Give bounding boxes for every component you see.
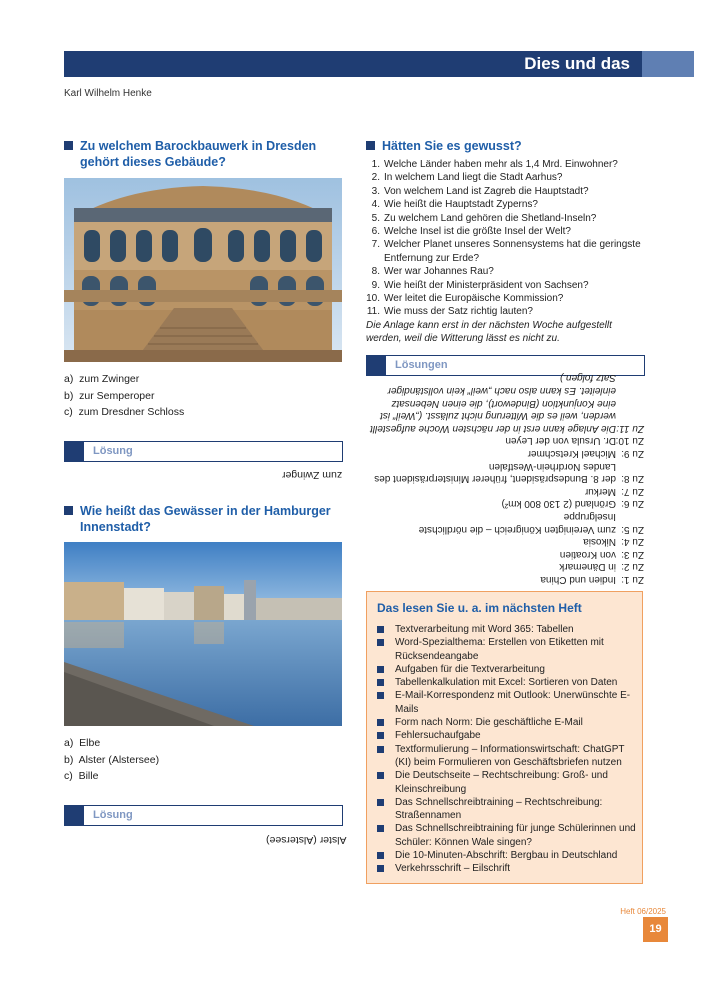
option-a: a) zum Zwinger [64,373,140,385]
list-item: Textverarbeitung mit Word 365: Tabellen [377,623,639,636]
list-item: Verkehrsschrift – Eilschrift [377,862,639,875]
list-item: 10. Wer leitet die Europäische Kommission? [366,293,564,305]
bullet-square-icon [377,719,384,726]
list-item: 9. Wie heißt der Ministerpräsident von Sachsen? [371,279,589,291]
list-item: Zu 8: der 8. Bundespräsident, früherer Ministerpräsident des Landes Nordrhein-Westfalen [374,460,644,485]
bullet-square-icon [64,141,73,150]
list-item: Zu 1: Indien und China [540,574,644,585]
list-item: 7. Welcher Planet unseres Sonnensystems hat die geringste Entfernung zur Erde? [371,239,641,264]
question1-heading: Zu welchem Barockbauwerk in Dresden gehört dieses Gebäude? [64,138,344,170]
page-title: Dies und das [524,54,630,73]
bullet-square-icon [366,141,375,150]
list-item: Zu 7: Merkur [584,485,644,497]
list-item: Zu 9: Michael Kretschmer [527,448,644,460]
solution-label: Lösung [93,809,133,821]
question2-heading: Wie heißt das Gewässer in der Hamburger Innenstadt? [64,503,346,535]
bullet-square-icon [377,679,384,686]
list-item: 2. In welchem Land liegt die Stadt Aarhus? [371,172,563,184]
list-item: Word-Spezialthema: Erstellen von Etiketten mit Rücksendeangabe [377,636,639,663]
question2-solution-upside-down: Alster (Alstersee) [266,834,347,846]
list-item: Form nach Norm: Die geschäftliche E-Mail [377,716,639,729]
list-item: Zu 2: in Dänemark [559,561,644,573]
bullet-square-icon [377,772,384,779]
alster-photo [64,542,342,726]
list-item: Das Schnellschreibtraining – Rechtschreibung: Straßennamen [377,796,639,823]
header-accent [642,51,694,77]
list-item: Zu 5: zum Vereinigten Königreich – die nördlichste Inselgruppe [418,511,644,535]
author-name: Karl Wilhelm Henke [64,88,152,99]
quiz-heading: Hätten Sie es gewusst? [366,138,646,154]
list-item: 1. Welche Länder haben mehr als 1,4 Mrd. Einwohner? [371,159,618,170]
option-b: b) Alster (Alstersee) [64,753,160,766]
issue-label: Heft 06/2025 [620,907,666,916]
list-item: 11. Wie muss der Satz richtig lauten? [366,306,533,318]
bullet-square-icon [377,639,384,646]
quiz-note: Die Anlage kann erst in der nächsten Woche aufgestellt werden, weil die Witterung lässt es nicht zu. [366,319,612,345]
question1-solution-upside-down: zum Zwinger [282,469,343,481]
zwinger-photo [64,178,342,362]
list-item: Zu 11: Die Anlage kann erst in der nächsten Woche aufgestellt werden, weil es die Witterung nicht zulässt. („Weil“ ist eine Konjunktion (Bindewort), die einen Nebensatz einleitet. Es kann also nach „weil“ kein vollständiger Satz folgen.) [370,372,644,434]
list-item: Zu 6: Grönland (2 130 800 km²) [501,498,644,510]
bullet-square-icon [377,746,384,753]
bullet-square-icon [377,692,384,699]
header-bar [64,51,694,77]
list-item: 5. Zu welchem Land gehören die Shetland-Inseln? [371,212,597,224]
bullet-square-icon [377,852,384,859]
list-item: Das Schnellschreibtraining für junge Schülerinnen und Schüler: Können Wale singen? [377,822,639,849]
question2-options [64,735,159,785]
bullet-square-icon [377,799,384,806]
next-issue-title: Das lesen Sie u. a. im nächsten Heft [377,601,582,615]
question1-options [64,371,184,421]
option-c: c) Bille [64,770,99,782]
list-item: Zu 10: Dr. Ursula von der Leyen [505,435,644,447]
next-issue-box [366,591,643,884]
bullet-square-icon [377,825,384,832]
list-item: Die Deutschseite – Rechtschreibung: Groß- und Kleinschreibung [377,769,639,796]
list-item: 4. Wie heißt die Hauptstadt Zyperns? [371,199,538,211]
option-c: c) zum Dresdner Schloss [64,406,185,418]
bullet-square-icon [64,506,73,515]
option-b: b) zur Semperoper [64,389,155,402]
quiz-solutions-upside-down [366,372,644,585]
solution-label: Lösung [93,445,133,457]
list-item: E-Mail-Korrespondenz mit Outlook: Unerwünschte E-Mails [377,689,639,716]
option-a: a) Elbe [64,737,101,749]
bullet-square-icon [377,732,384,739]
list-item: Aufgaben für die Textverarbeitung [377,663,639,676]
list-item: Fehlersuchaufgabe [377,729,639,742]
bullet-square-icon [377,626,384,633]
bullet-square-icon [377,865,384,872]
solutions-label: Lösungen [395,359,448,371]
list-item: Tabellenkalkulation mit Excel: Sortieren von Daten [377,676,639,689]
next-issue-list [377,623,639,876]
question1-solution-box [64,441,343,462]
question2-solution-box [64,805,343,826]
list-item: 6. Welche Insel ist die größte Insel der Welt? [371,226,571,238]
page-number: 19 [643,917,668,942]
list-item: Die 10-Minuten-Abschrift: Bergbau in Deutschland [377,849,639,862]
list-item: 8. Wer war Johannes Rau? [371,266,494,278]
list-item: Textformulierung – Informationswirtschaft: ChatGPT (KI) beim Formulieren von Geschäftsbriefen nutzen [377,743,639,770]
bullet-square-icon [377,666,384,673]
list-item: 3. Von welchem Land ist Zagreb die Hauptstadt? [371,185,589,197]
list-item: Zu 4: Nikosia [583,536,644,548]
list-item: Zu 3: von Kroatien [559,548,644,560]
quiz-question-list [366,158,646,346]
